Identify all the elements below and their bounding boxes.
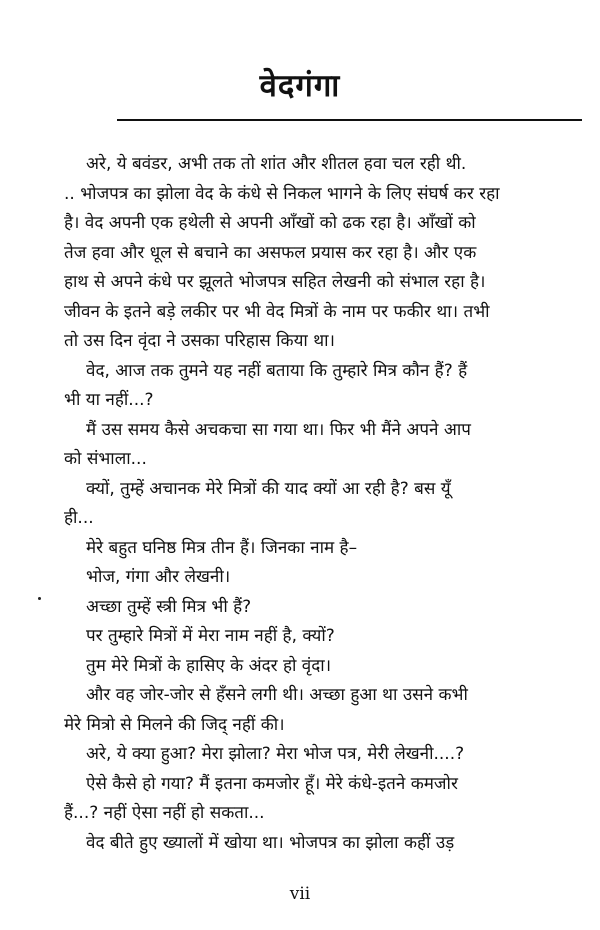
text-line: भोज, गंगा और लेखनी। <box>86 567 231 587</box>
text-line: हैं...? नहीं ऐसा नहीं हो सकता... <box>64 803 265 823</box>
text-line: अच्छा तुम्हें स्त्री मित्र भी हैं? <box>86 596 252 617</box>
text-line: पर तुम्हारे मित्रों में मेरा नाम नहीं है, क्यों? <box>86 626 335 646</box>
text-line: मेरे बहुत घनिष्ठ मित्र तीन हैं। जिनका नाम है– <box>86 537 358 558</box>
text-line: क्यों, तुम्हें अचानक मेरे मित्रों की याद क्यों आ रही है? बस यूँ <box>86 478 451 499</box>
text-line: तो उस दिन वृंदा ने उसका परिहास किया था। <box>64 331 335 351</box>
text-line: और वह जोर-जोर से हँसने लगी थी। अच्छा हुआ था उसने कभी <box>86 685 468 705</box>
body-text <box>64 150 590 858</box>
text-line: तुम मेरे मित्रों के हासिए के अंदर हो वृंदा। <box>86 655 332 676</box>
text-line: अरे, ये क्या हुआ? मेरा झोला? मेरा भोज पत्र, मेरी लेखनी....? <box>86 744 465 764</box>
text-line: वेद, आज तक तुमने यह नहीं बताया कि तुम्हारे मित्र कौन हैं? हैं <box>86 360 468 381</box>
text-line: भी या नहीं...? <box>64 390 154 410</box>
title-underline-rule <box>117 119 582 121</box>
text-line: मैं उस समय कैसे अचकचा सा गया था। फिर भी मैंने अपने आप <box>86 419 471 440</box>
text-line: है। वेद अपनी एक हथेली से अपनी आँखों को ढक रहा है। आँखों को <box>64 213 476 233</box>
text-line: मेरे मित्रो से मिलने की जिद् नहीं की। <box>64 714 285 735</box>
text-line: अरे, ये बवंडर, अभी तक तो शांत और शीतल हवा चल रही थी. <box>86 154 467 174</box>
page-speck <box>38 597 41 600</box>
page-number: vii <box>289 884 311 904</box>
text-line: को संभाला... <box>64 449 147 469</box>
text-line: जीवन के इतने बड़े लकीर पर भी वेद मित्रों के नाम पर फकीर था। तभी <box>64 301 490 322</box>
text-line: ही... <box>64 508 94 528</box>
text-line: तेज हवा और धूल से बचाने का असफल प्रयास कर रहा है। और एक <box>64 242 477 263</box>
text-line: ऐसे कैसे हो गया? मैं इतना कमजोर हूँ। मेरे कंधे-इतने कमजोर <box>86 773 458 794</box>
text-line: .. भोजपत्र का झोला वेद के कंधे से निकल भागने के लिए संघर्ष कर रहा <box>64 183 500 204</box>
text-line: वेद बीते हुए ख्यालों में खोया था। भोजपत्र का झोला कहीं उड़ <box>86 832 455 853</box>
text-line: हाथ से अपने कंधे पर झूलते भोजपत्र सहित लेखनी को संभाल रहा है। <box>64 272 486 292</box>
chapter-title: वेदगंगा <box>259 68 341 104</box>
